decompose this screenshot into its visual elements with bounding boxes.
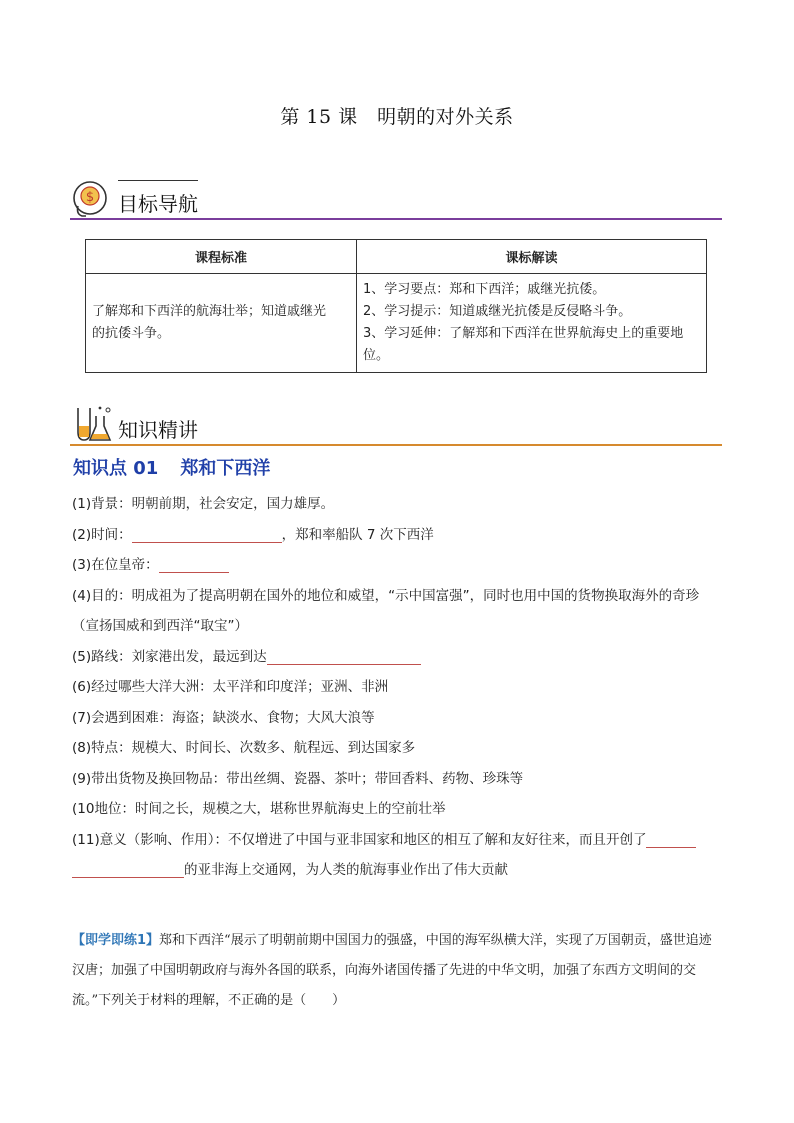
interpretation-line: 3、学习延伸：了解郑和下西洋在世界航海史上的重要地 — [363, 326, 684, 341]
list-item — [72, 855, 724, 886]
item-text: ，郑和率船队 7 次下西洋 — [281, 526, 434, 543]
section-label: 目标导航 — [118, 192, 198, 216]
list-item: (4)目的：明成祖为了提高明朝在国外的地位和威望，“示中国富强”，同时也用中国的货物换取海外的奇珍 — [72, 587, 700, 604]
table-header-row — [86, 240, 707, 274]
list-item: (7)会遇到困难：海盗；缺淡水、食物；大风大浪等 — [72, 709, 375, 726]
list-item: (1)背景：明朝前期，社会安定，国力雄厚。 — [72, 496, 335, 512]
section-header-goals — [70, 176, 722, 220]
lab-flask-icon — [70, 402, 114, 446]
list-item — [72, 825, 724, 856]
list-item: (10地位：时间之长，规模之大，堪称世界航海史上的空前壮举 — [72, 801, 446, 817]
section-rule — [70, 444, 722, 446]
list-item: (6)经过哪些大洋大洲：太平洋和印度洋；亚洲、非洲 — [72, 679, 389, 695]
standard-cell — [86, 274, 357, 373]
brain-icon — [70, 176, 114, 220]
fill-blank[interactable] — [267, 646, 421, 665]
list-item: （宣扬国威和到西洋“取宝”） — [72, 618, 248, 634]
list-item — [72, 520, 724, 551]
interpretation-line: 位。 — [363, 348, 390, 363]
item-text: (3)在位皇帝： — [72, 557, 159, 573]
list-item: (8)特点：规模大、时间长、次数多、航程远、到达国家多 — [72, 740, 416, 756]
standard-line: 了解郑和下西洋的航海壮举；知道戚继光 — [92, 304, 327, 319]
fill-blank[interactable] — [646, 829, 696, 848]
interpretation-line: 2、学习提示：知道戚继光抗倭是反侵略斗争。 — [363, 304, 632, 319]
decorative-line — [118, 180, 198, 181]
svg-text:$: $ — [85, 190, 95, 205]
goals-table — [85, 239, 707, 373]
item-text: (5)路线：刘家港出发，最远到达 — [72, 648, 267, 665]
knowledge-point-title — [73, 454, 270, 480]
interpretation-line: 1、学习要点：郑和下西洋；戚继光抗倭。 — [363, 282, 606, 297]
section-header-knowledge — [70, 402, 722, 446]
section-label: 知识精讲 — [118, 418, 198, 442]
fill-blank[interactable] — [72, 859, 184, 878]
knowledge-list — [72, 489, 724, 886]
table-row — [86, 274, 707, 373]
exercise-text: 郑和下西洋“展示了明朝前期中国国力的强盛，中国的海军纵横大洋，实现了万国朝贡，盛世追迹汉唐；加强了中国明朝政府与海外各国的联系，向海外诸国传播了先进的中华文明，加强了东西方文明间的交流。”下列关于材料的理解，不正确的是（ ） — [72, 933, 712, 1008]
list-item: (9)带出货物及换回物品：带出丝绸、瓷器、茶叶；带回香料、药物、珍珠等 — [72, 770, 524, 787]
interpretation-cell — [357, 274, 707, 373]
list-item — [72, 642, 724, 673]
fill-blank[interactable] — [159, 554, 229, 573]
table-header-standard: 课程标准 — [86, 240, 357, 274]
list-item — [72, 550, 724, 581]
table-header-interpretation: 课标解读 — [357, 240, 707, 274]
fill-blank[interactable] — [132, 524, 282, 543]
item-text: 的亚非海上交通网，为人类的航海事业作出了伟大贡献 — [184, 862, 508, 878]
exercise-question — [72, 926, 724, 1016]
item-text: (2)时间： — [72, 526, 132, 543]
standard-line: 的抗倭斗争。 — [92, 326, 171, 341]
knowledge-point-number: 知识点 01 — [73, 458, 159, 479]
page-title: 第 15 课 明朝的对外关系 — [280, 106, 514, 128]
knowledge-point-name: 郑和下西洋 — [180, 458, 271, 479]
exercise-tag: 【即学即练1】 — [72, 933, 160, 948]
item-text: (11)意义（影响、作用）：不仅增进了中国与亚非国家和地区的相互了解和友好往来，而且开创了 — [72, 831, 647, 848]
section-rule — [70, 218, 722, 220]
